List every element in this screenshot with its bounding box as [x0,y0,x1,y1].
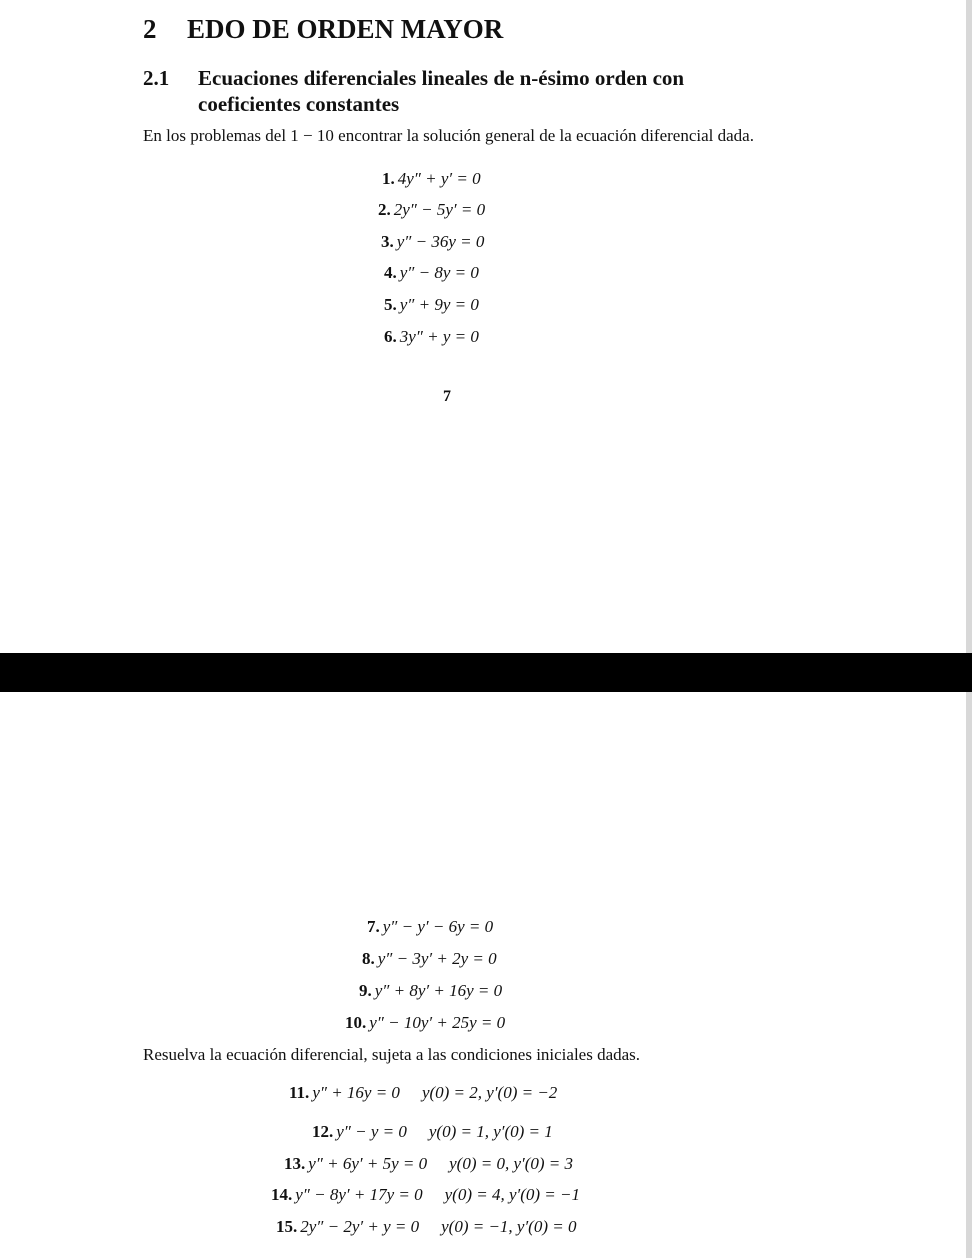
problem-number: 14. [271,1185,293,1204]
problem-number: 9. [359,981,372,1000]
initial-conditions: y(0) = 0, y′(0) = 3 [449,1154,574,1173]
initial-conditions: y(0) = 1, y′(0) = 1 [428,1122,553,1141]
problem-equation: 3y″ + y = 0 [399,327,479,346]
problem-4 [384,263,479,283]
problem-number: 4. [384,263,397,282]
problem-12 [312,1122,553,1142]
problem-equation: 2y″ − 5y′ = 0 [393,200,486,219]
problem-number: 5. [384,295,397,314]
problem-1 [382,169,481,189]
problem-number: 3. [381,232,394,251]
problem-7 [367,917,493,937]
section-number: 2 [143,14,157,44]
problem-number: 7. [367,917,380,936]
page-separator [0,653,972,692]
problem-equation: y″ − y = 0 [336,1122,407,1141]
problem-13 [284,1154,573,1174]
intro-paragraph: En los problemas del 1 − 10 encontrar la solución general de la ecuación diferencial dada. [143,126,754,145]
problem-number: 10. [345,1013,367,1032]
problem-5 [384,295,479,315]
problem-2 [378,200,485,220]
problem-equation: y″ − 3y′ + 2y = 0 [377,949,497,968]
problem-15 [276,1217,576,1237]
problem-equation: y″ − y′ − 6y = 0 [382,917,494,936]
problem-10 [345,1013,505,1033]
page-number: 7 [443,388,451,405]
problem-6 [384,327,479,347]
problem-number: 15. [276,1217,298,1236]
problem-number: 12. [312,1122,334,1141]
problem-8 [362,949,497,969]
problem-equation: y″ − 10y′ + 25y = 0 [369,1013,506,1032]
initial-conditions: y(0) = 4, y′(0) = −1 [444,1185,580,1204]
problem-equation: y″ − 36y = 0 [396,232,485,251]
problem-equation: y″ + 6y′ + 5y = 0 [308,1154,428,1173]
problem-equation: 4y″ + y′ = 0 [397,169,481,188]
problem-number: 13. [284,1154,306,1173]
problem-number: 6. [384,327,397,346]
problem-number: 2. [378,200,391,219]
problem-equation: y″ + 8y′ + 16y = 0 [374,981,503,1000]
problem-number: 8. [362,949,375,968]
problem-number: 1. [382,169,395,188]
section-title: EDO DE ORDEN MAYOR [187,14,504,44]
problem-equation: y″ + 16y = 0 [312,1083,400,1102]
problem-equation: y″ − 8y′ + 17y = 0 [295,1185,423,1204]
subsection-number: 2.1 [143,66,170,90]
problem-number: 11. [289,1083,310,1102]
initial-conditions: y(0) = −1, y′(0) = 0 [441,1217,577,1236]
problem-equation: y″ − 8y = 0 [399,263,479,282]
problem-equation: y″ + 9y = 0 [399,295,479,314]
problem-9 [359,981,502,1001]
problem-14 [271,1185,580,1205]
problem-11 [289,1083,557,1103]
section-heading [143,14,503,45]
problem-3 [381,232,484,252]
subsection-title: Ecuaciones diferenciales lineales de n-ésimo orden con coeficientes constantes [198,66,685,116]
initial-conditions-instruction: Resuelva la ecuación diferencial, sujeta a las condiciones iniciales dadas. [143,1045,641,1064]
problem-equation: 2y″ − 2y′ + y = 0 [300,1217,420,1236]
initial-conditions: y(0) = 2, y′(0) = −2 [421,1083,558,1102]
